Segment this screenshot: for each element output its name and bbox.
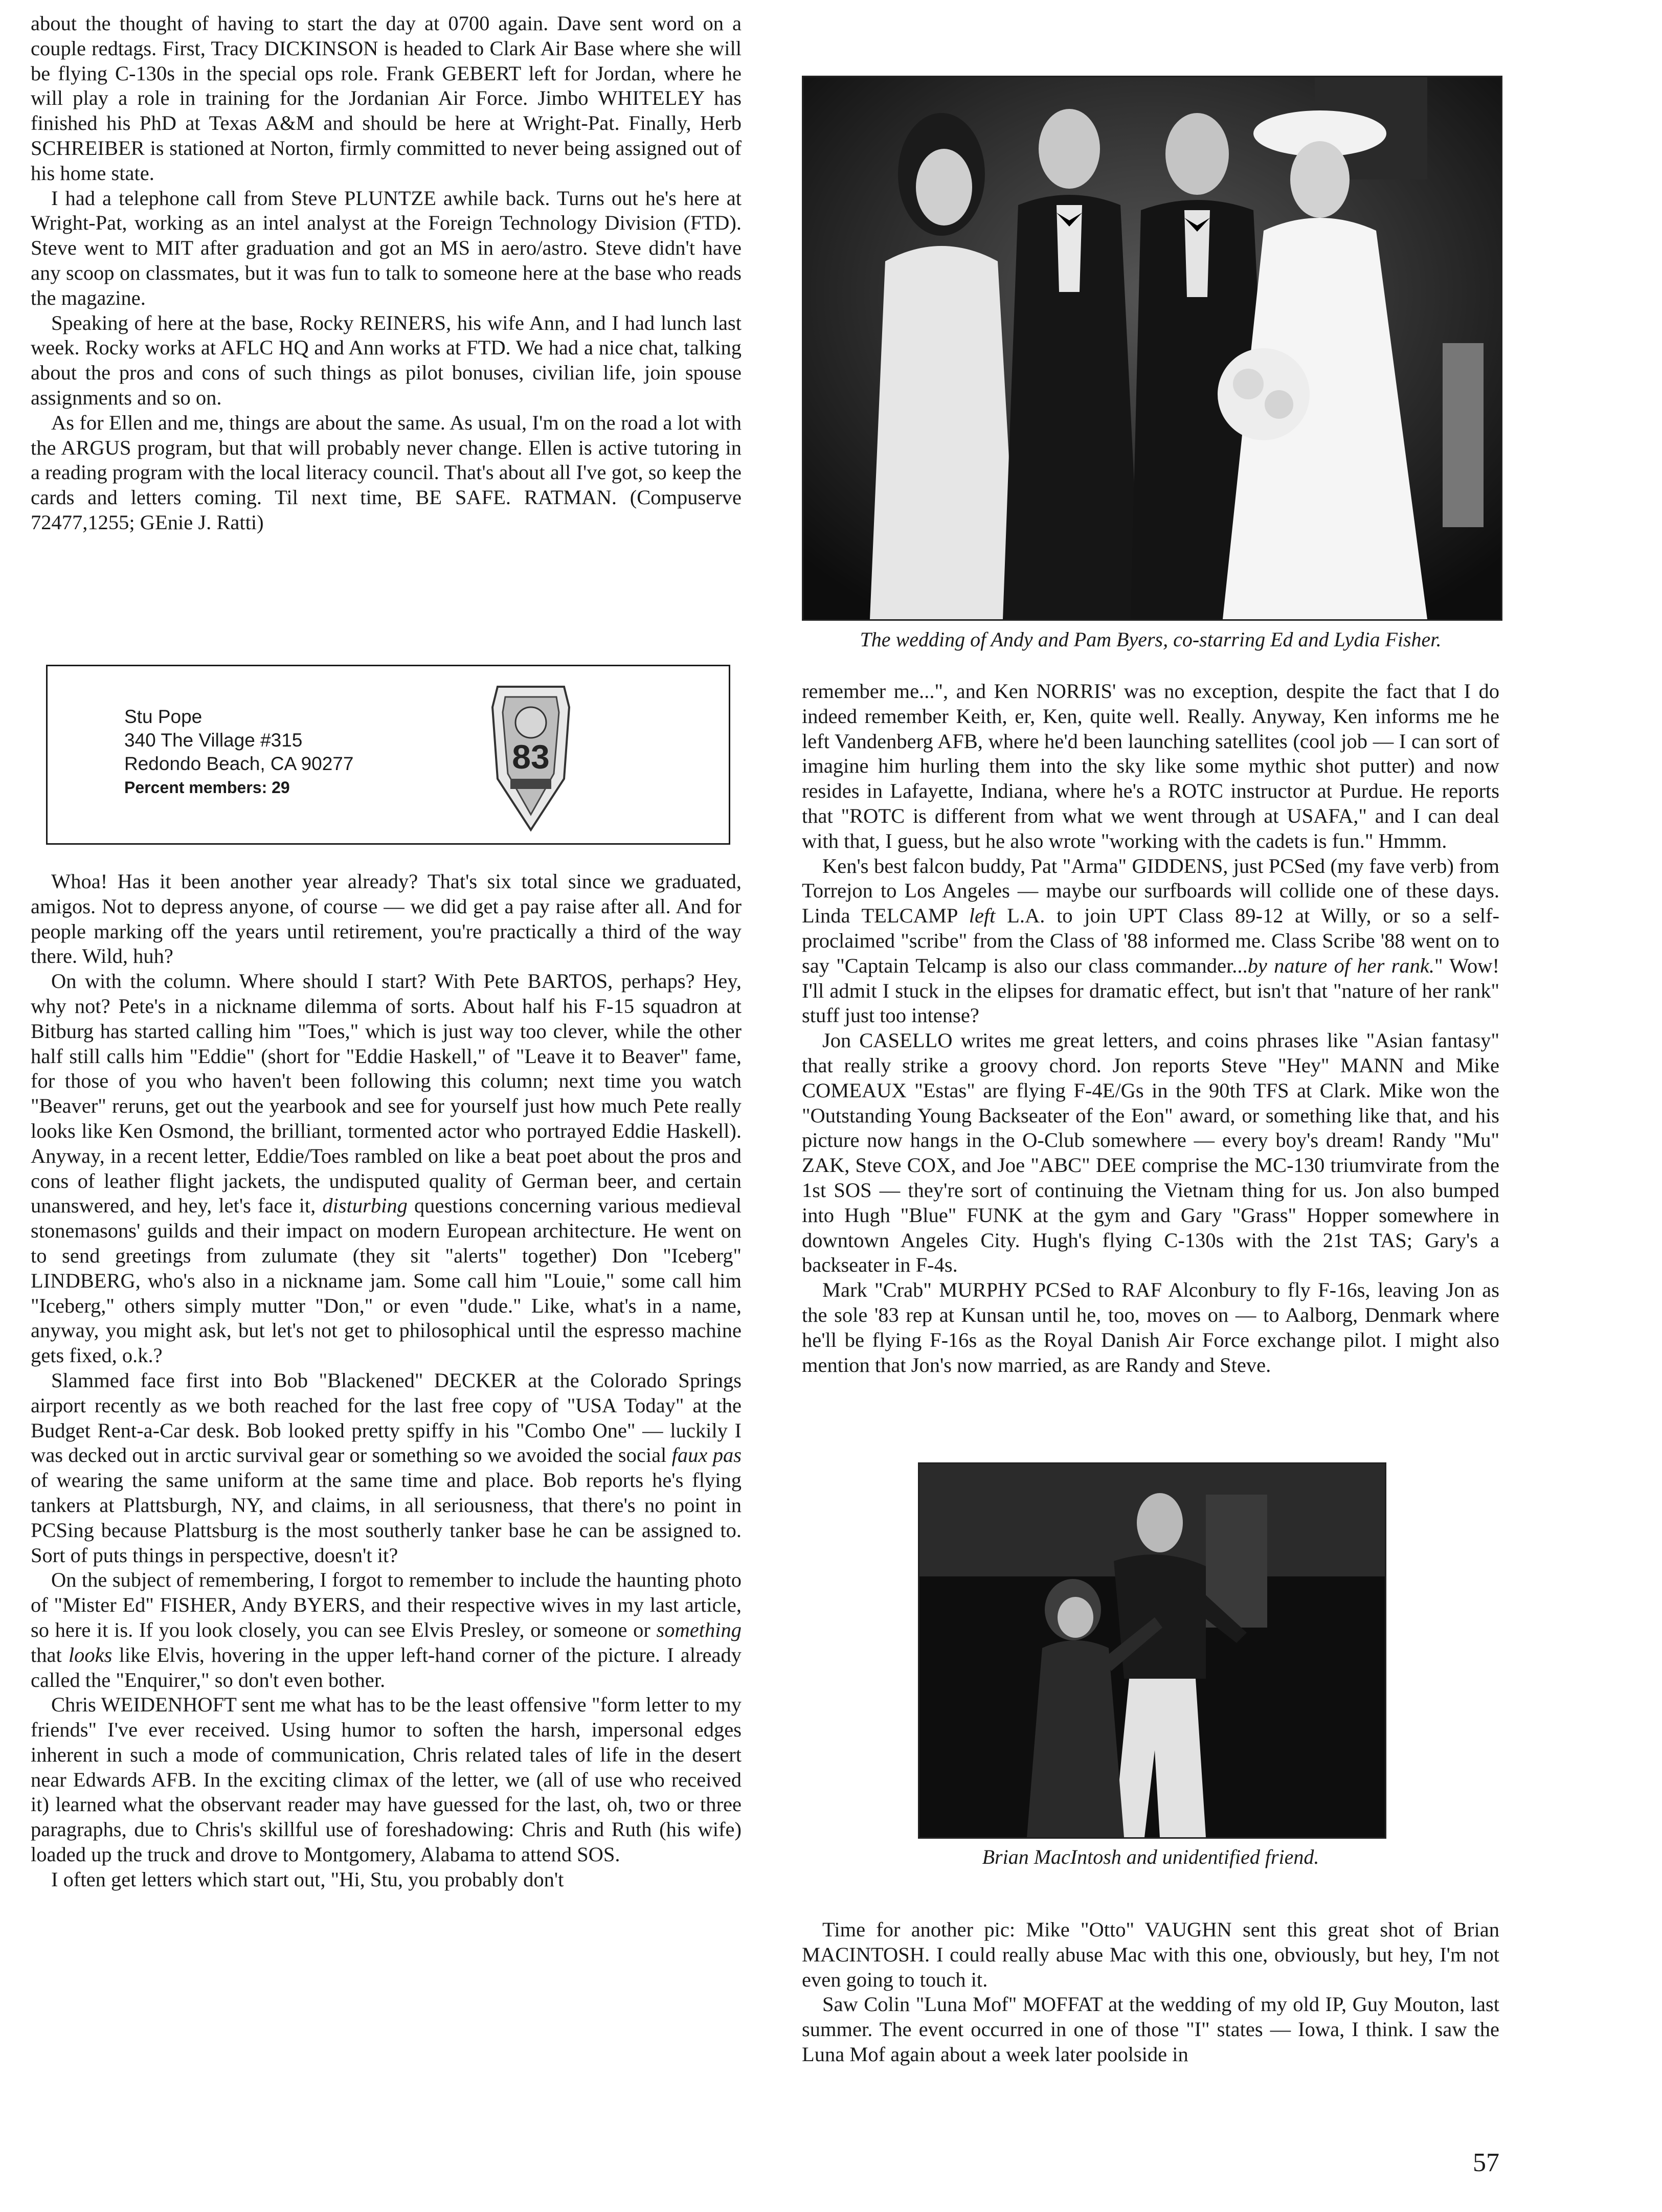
paragraph: Slammed face first into Bob "Blackened" DECKER at the Colorado Springs airport recently as we both reached for the last free copy of "USA Today" at the Budget Rent-a-Car desk. Bob looked pretty spiffy in his "Combo One" — luckily I was decked out in arctic survival gear or something so we avoided the social faux pas of wearing the same uniform at the same time and place. Bob reports he's flying tankers at Plattsburgh, NY, and claims, in all seriousness, that there's no point in PCSing because Plattsburg is the most southerly tanker base he can be assigned to. Sort of puts things in perspective, doesn't it? <box>31 1368 742 1567</box>
paragraph: Jon CASELLO writes me great letters, and coins phrases like "Asian fantasy" that really strike a groovy chord. Jon reports Steve "Hey" MANN and Mike COMEAUX "Estas" are flying F-4E/Gs in the 90th TFS at Clark. Mike won the "Outstanding Young Backseater of the Eon" award, or something like that, and his picture now hangs in the O-Club somewhere — every boy's dream! Randy "Mu" ZAK, Steve COX, and Joe "ABC" DEE comprise the MC-130 triumvirate from the 1st SOS — they're sort of continuing the Vietnam thing for us. Jon also bumped into Hugh "Blue" FUNK at the gym and Gary "Grass" Hopper somewhere in downtown Angeles City. Hugh's flying C-130s with the 21st TAS; Gary's a backseater in F-4s. <box>802 1029 1499 1277</box>
scribe-name: Stu Pope <box>124 706 203 727</box>
class-crest-icon <box>487 676 574 835</box>
wedding-photo-image <box>803 77 1501 619</box>
percent-members: Percent members: 29 <box>124 778 290 797</box>
crest-number: 83 <box>512 738 550 776</box>
paragraph: On the subject of remembering, I forgot to remember to include the haunting photo of "Mister Ed" FISHER, Andy BYERS, and their respective wives in my last article, so here it is. If you look closely, you can see Elvis Presley, or someone or something that looks like Elvis, hovering in the upper left-hand corner of the picture. I already called the "Enquirer," so don't even bother. <box>31 1568 742 1691</box>
dance-photo-caption: Brian MacIntosh and unidentified friend. <box>982 1845 1319 1868</box>
wedding-photo <box>802 76 1502 621</box>
paragraph: I had a telephone call from Steve PLUNTZE awhile back. Turns out he's here at Wright-Pat, working as an intel analyst at the Foreign Technology Division (FTD). Steve went to MIT after graduation and got an MS in aero/astro. Steve didn't have any scoop on classmates, but it was fun to talk to someone here at the base who reads the magazine. <box>31 186 742 309</box>
paragraph: On with the column. Where should I start? With Pete BARTOS, perhaps? Hey, why not? Pete's in a nickname dilemma of sorts. About half his F-15 squadron at Bitburg has started calling him "Toes," which is just way too clever, while the other half still calls him "Eddie" (short for "Eddie Haskell," of "Leave it to Beaver" fame, for those of you who haven't been following this column; next time you watch "Beaver" reruns, get out the yearbook and see for yourself just how much Pete really looks like Ken Osmond, the brilliant, tormented actor who portrayed Eddie Haskell). Anyway, in a recent letter, Eddie/Toes rambled on like a beat poet about the pros and cons of leather flight jackets, the undisputed quality of German beer, and certain unanswered, and hey, let's face it, disturbing questions concerning various medieval stonemasons' guilds and their impact on modern European architecture. He went on to send greetings from zulumate (they sit "alerts" together) Don "Iceberg" LINDBERG, who's also in a nickname jam. Some call him "Louie," some call him "Iceberg," others simply mutter "Don," or even "dude." Like, what's in a name, anyway, you might ask, but let's not get to philosophical until the espresso machine gets fixed, o.k.? <box>31 969 742 1367</box>
paragraph: As for Ellen and me, things are about the same. As usual, I'm on the road a lot with the ARGUS program, but that will probably never change. Ellen is active tutoring in a reading program with the local literacy council. That's about all I've got, so keep the cards and letters coming. Til next time, BE SAFE. RATMAN. (Compuserve 72477,1255; GEnie J. Ratti) <box>31 411 742 534</box>
dance-photo-image <box>919 1464 1385 1837</box>
right-column-bottom <box>802 1917 1499 2067</box>
right-column-top <box>802 679 1499 1378</box>
paragraph: Whoa! Has it been another year already? That's six total since we graduated, amigos. Not to depress anyone, of course — we did get a pay raise after all. And for people marking off the years until retirement, you're practically a third of the way there. Wild, huh? <box>31 870 742 968</box>
paragraph: Time for another pic: Mike "Otto" VAUGHN sent this great shot of Brian MACINTOSH. I could really abuse Mac with this one, obviously, but hey, I'm not even going to touch it. <box>802 1918 1499 1991</box>
paragraph: remember me...", and Ken NORRIS' was no exception, despite the fact that I do indeed remember Keith, er, Ken, quite well. Really. Anyway, Ken informs me he left Vandenberg AFB, where he'd been launching satellites (cool job — I can sort of imagine him hurling them into the sky like some mythic shot putter) and now resides in Lafayette, Indiana, where he's a ROTC instructor at Purdue. He reports that "ROTC is different from what we went through at USAFA," and I can deal with that, I guess, but he also wrote "working with the cadets is fun." Hmmm. <box>802 680 1499 852</box>
scribe-street: 340 The Village #315 <box>124 730 303 751</box>
left-column-top <box>31 11 742 535</box>
paragraph: Chris WEIDENHOFT sent me what has to be the least offensive "form letter to my friends" I've ever received. Using humor to soften the harsh, impersonal edges inherent in such a mode of communication, Chris related tales of life in the desert near Edwards AFB. In the exciting climax of the letter, we (all of use who received it) learned what the observant reader may have guessed for the last, oh, two or three paragraphs, due to Chris's skillful use of foreshadowing: Chris and Ruth (his wife) loaded up the truck and drove to Montgomery, Alabama to attend SOS. <box>31 1693 742 1866</box>
paragraph: Mark "Crab" MURPHY PCSed to RAF Alconbury to fly F-16s, leaving Jon as the sole '83 rep at Kunsan until he, too, moves on — to Aalborg, Denmark where he'll be flying F-16s as the Royal Danish Air Force exchange pilot. I might also mention that Jon's now married, as are Randy and Steve. <box>802 1278 1499 1376</box>
page-number: 57 <box>1473 2148 1499 2177</box>
paragraph: about the thought of having to start the day at 0700 again. Dave sent word on a couple redtags. First, Tracy DICKINSON is headed to Clark Air Base where she will be flying C-130s in the special ops role. Frank GEBERT left for Jordan, where he will play a role in training for the Jordanian Air Force. Jimbo WHITELEY has finished his PhD at Texas A&M and should be here at Wright-Pat. Finally, Herb SCHREIBER is stationed at Norton, firmly committed to never being assigned out of his home state. <box>31 12 742 185</box>
paragraph: Speaking of here at the base, Rocky REINERS, his wife Ann, and I had lunch last week. Rocky works at AFLC HQ and Ann works at FTD. We had a nice chat, talking about the pros and cons of such things as pilot bonuses, civilian life, join spouse assignments and so on. <box>31 311 742 409</box>
address-lines <box>124 705 353 799</box>
left-column-bottom <box>31 869 742 1892</box>
wedding-photo-caption: The wedding of Andy and Pam Byers, co-starring Ed and Lydia Fisher. <box>860 628 1442 651</box>
dance-photo <box>918 1462 1386 1839</box>
paragraph: Ken's best falcon buddy, Pat "Arma" GIDDENS, just PCSed (my fave verb) from Torrejon to Los Angeles — maybe our surfboards will collide one of these days. Linda TELCAMP left L.A. to join UPT Class 89-12 at Willy, or so a self-proclaimed "scribe" from the Class of '88 informed me. Class Scribe '88 went on to say "Captain Telcamp is also our class commander...by nature of her rank." Wow! I'll admit I stuck in the elipses for dramatic effect, but isn't that "nature of her rank" stuff just too intense? <box>802 854 1500 1027</box>
paragraph: Saw Colin "Luna Mof" MOFFAT at the wedding of my old IP, Guy Mouton, last summer. The event occurred in one of those "I" states — Iowa, I think. I saw the Luna Mof again about a week later poolside in <box>802 1993 1499 2066</box>
class-scribe-address-box <box>46 665 730 845</box>
paragraph: I often get letters which start out, "Hi, Stu, you probably don't <box>51 1867 564 1891</box>
scribe-city: Redondo Beach, CA 90277 <box>124 753 354 774</box>
